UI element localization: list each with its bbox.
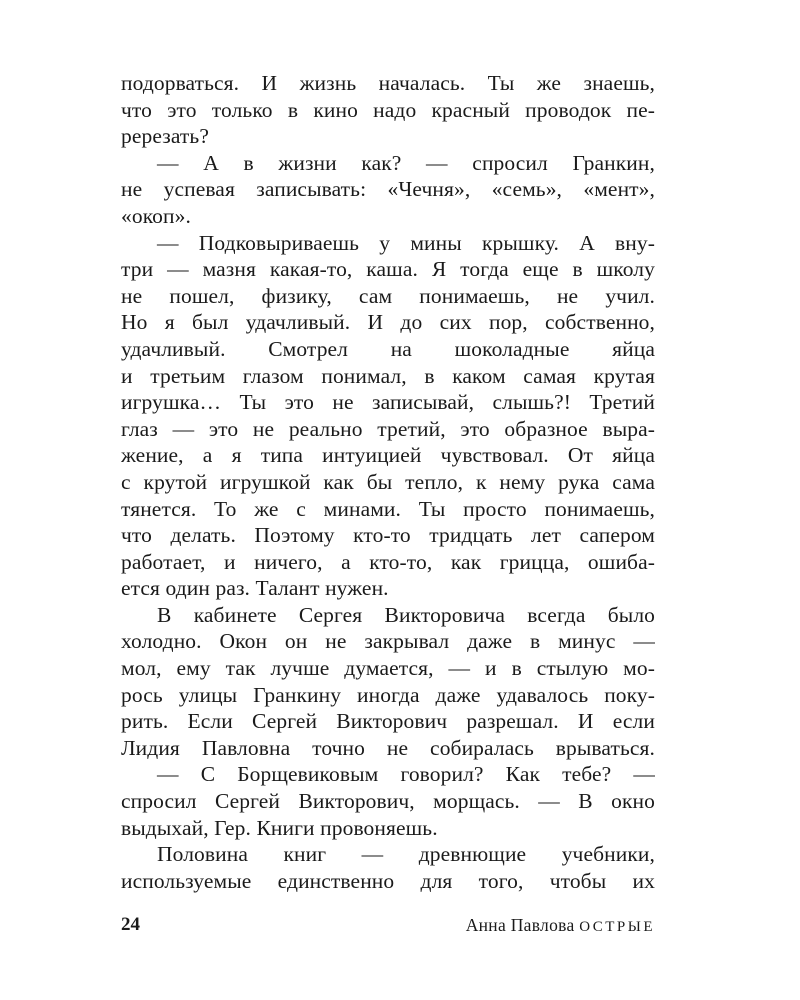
text-line: работает, и ничего, а кто-то, как грицца, ошиба- xyxy=(121,549,655,574)
text-line: мол, ему так лучше думается, — и в стылую мо- xyxy=(121,656,655,681)
text-line: ререзать? xyxy=(121,124,209,149)
text-line: удачливый. Смотрел на шоколадные яйца xyxy=(121,336,655,361)
text-line: — А в жизни как? — спросил Гранкин, xyxy=(157,150,655,175)
text-line: «окоп». xyxy=(121,203,191,228)
author-name: Анна Павлова xyxy=(465,915,575,935)
text-line: — Подковыриваешь у мины крышку. А вну- xyxy=(157,230,655,255)
text-line: ется один раз. Талант нужен. xyxy=(121,576,389,601)
text-line: три — мазня какая-то, каша. Я тогда еще в школу xyxy=(121,257,655,282)
text-line: Лидия Павловна точно не собиралась врываться. xyxy=(121,735,655,760)
text-line: Половина книг — древнющие учебники, xyxy=(157,842,655,867)
text-line: жение, а я типа интуицией чувствовал. От яйца xyxy=(121,443,655,468)
text-line: используемые единственно для того, чтобы их xyxy=(121,868,655,893)
text-line: — С Борщевиковым говорил? Как тебе? — xyxy=(157,762,655,787)
page-footer xyxy=(121,914,655,944)
text-line: подорваться. И жизнь началась. Ты же знаешь, xyxy=(121,71,655,95)
page-number: 24 xyxy=(121,914,140,935)
text-line: игрушка… Ты это не записывай, слышь?! Третий xyxy=(121,390,655,415)
body-text xyxy=(121,70,655,894)
text-line: Но я был удачливый. И до сих пор, собственно, xyxy=(121,310,655,335)
text-line: рить. Если Сергей Викторович разрешал. И если xyxy=(121,709,655,734)
book-title: ОСТРЫЕ xyxy=(579,919,655,935)
text-line: рось улицы Гранкину иногда даже удавалось поку- xyxy=(121,682,655,707)
text-line: спросил Сергей Викторович, морщась. — В окно xyxy=(121,789,655,814)
text-line: не успевая записывать: «Чечня», «семь», «мент», xyxy=(121,177,655,202)
text-line: тянется. То же с минами. Ты просто понимаешь, xyxy=(121,496,655,521)
text-line: В кабинете Сергея Викторовича всегда было xyxy=(157,602,655,627)
text-line: что делать. Поэтому кто-то тридцать лет сапером xyxy=(121,523,655,548)
text-line: и третьим глазом понимал, в каком самая крутая xyxy=(121,363,655,388)
text-line: не пошел, физику, сам понимаешь, не учил. xyxy=(121,283,655,308)
running-title xyxy=(466,915,655,936)
text-line: выдыхай, Гер. Книги провоняешь. xyxy=(121,815,438,840)
text-line: что это только в кино надо красный проводок пе- xyxy=(121,97,655,122)
text-line: холодно. Окон он не закрывал даже в минус — xyxy=(121,629,655,654)
text-line: с крутой игрушкой как бы тепло, к нему рука сама xyxy=(121,469,655,494)
text-line: глаз — это не реально третий, это образное выра- xyxy=(121,416,655,441)
